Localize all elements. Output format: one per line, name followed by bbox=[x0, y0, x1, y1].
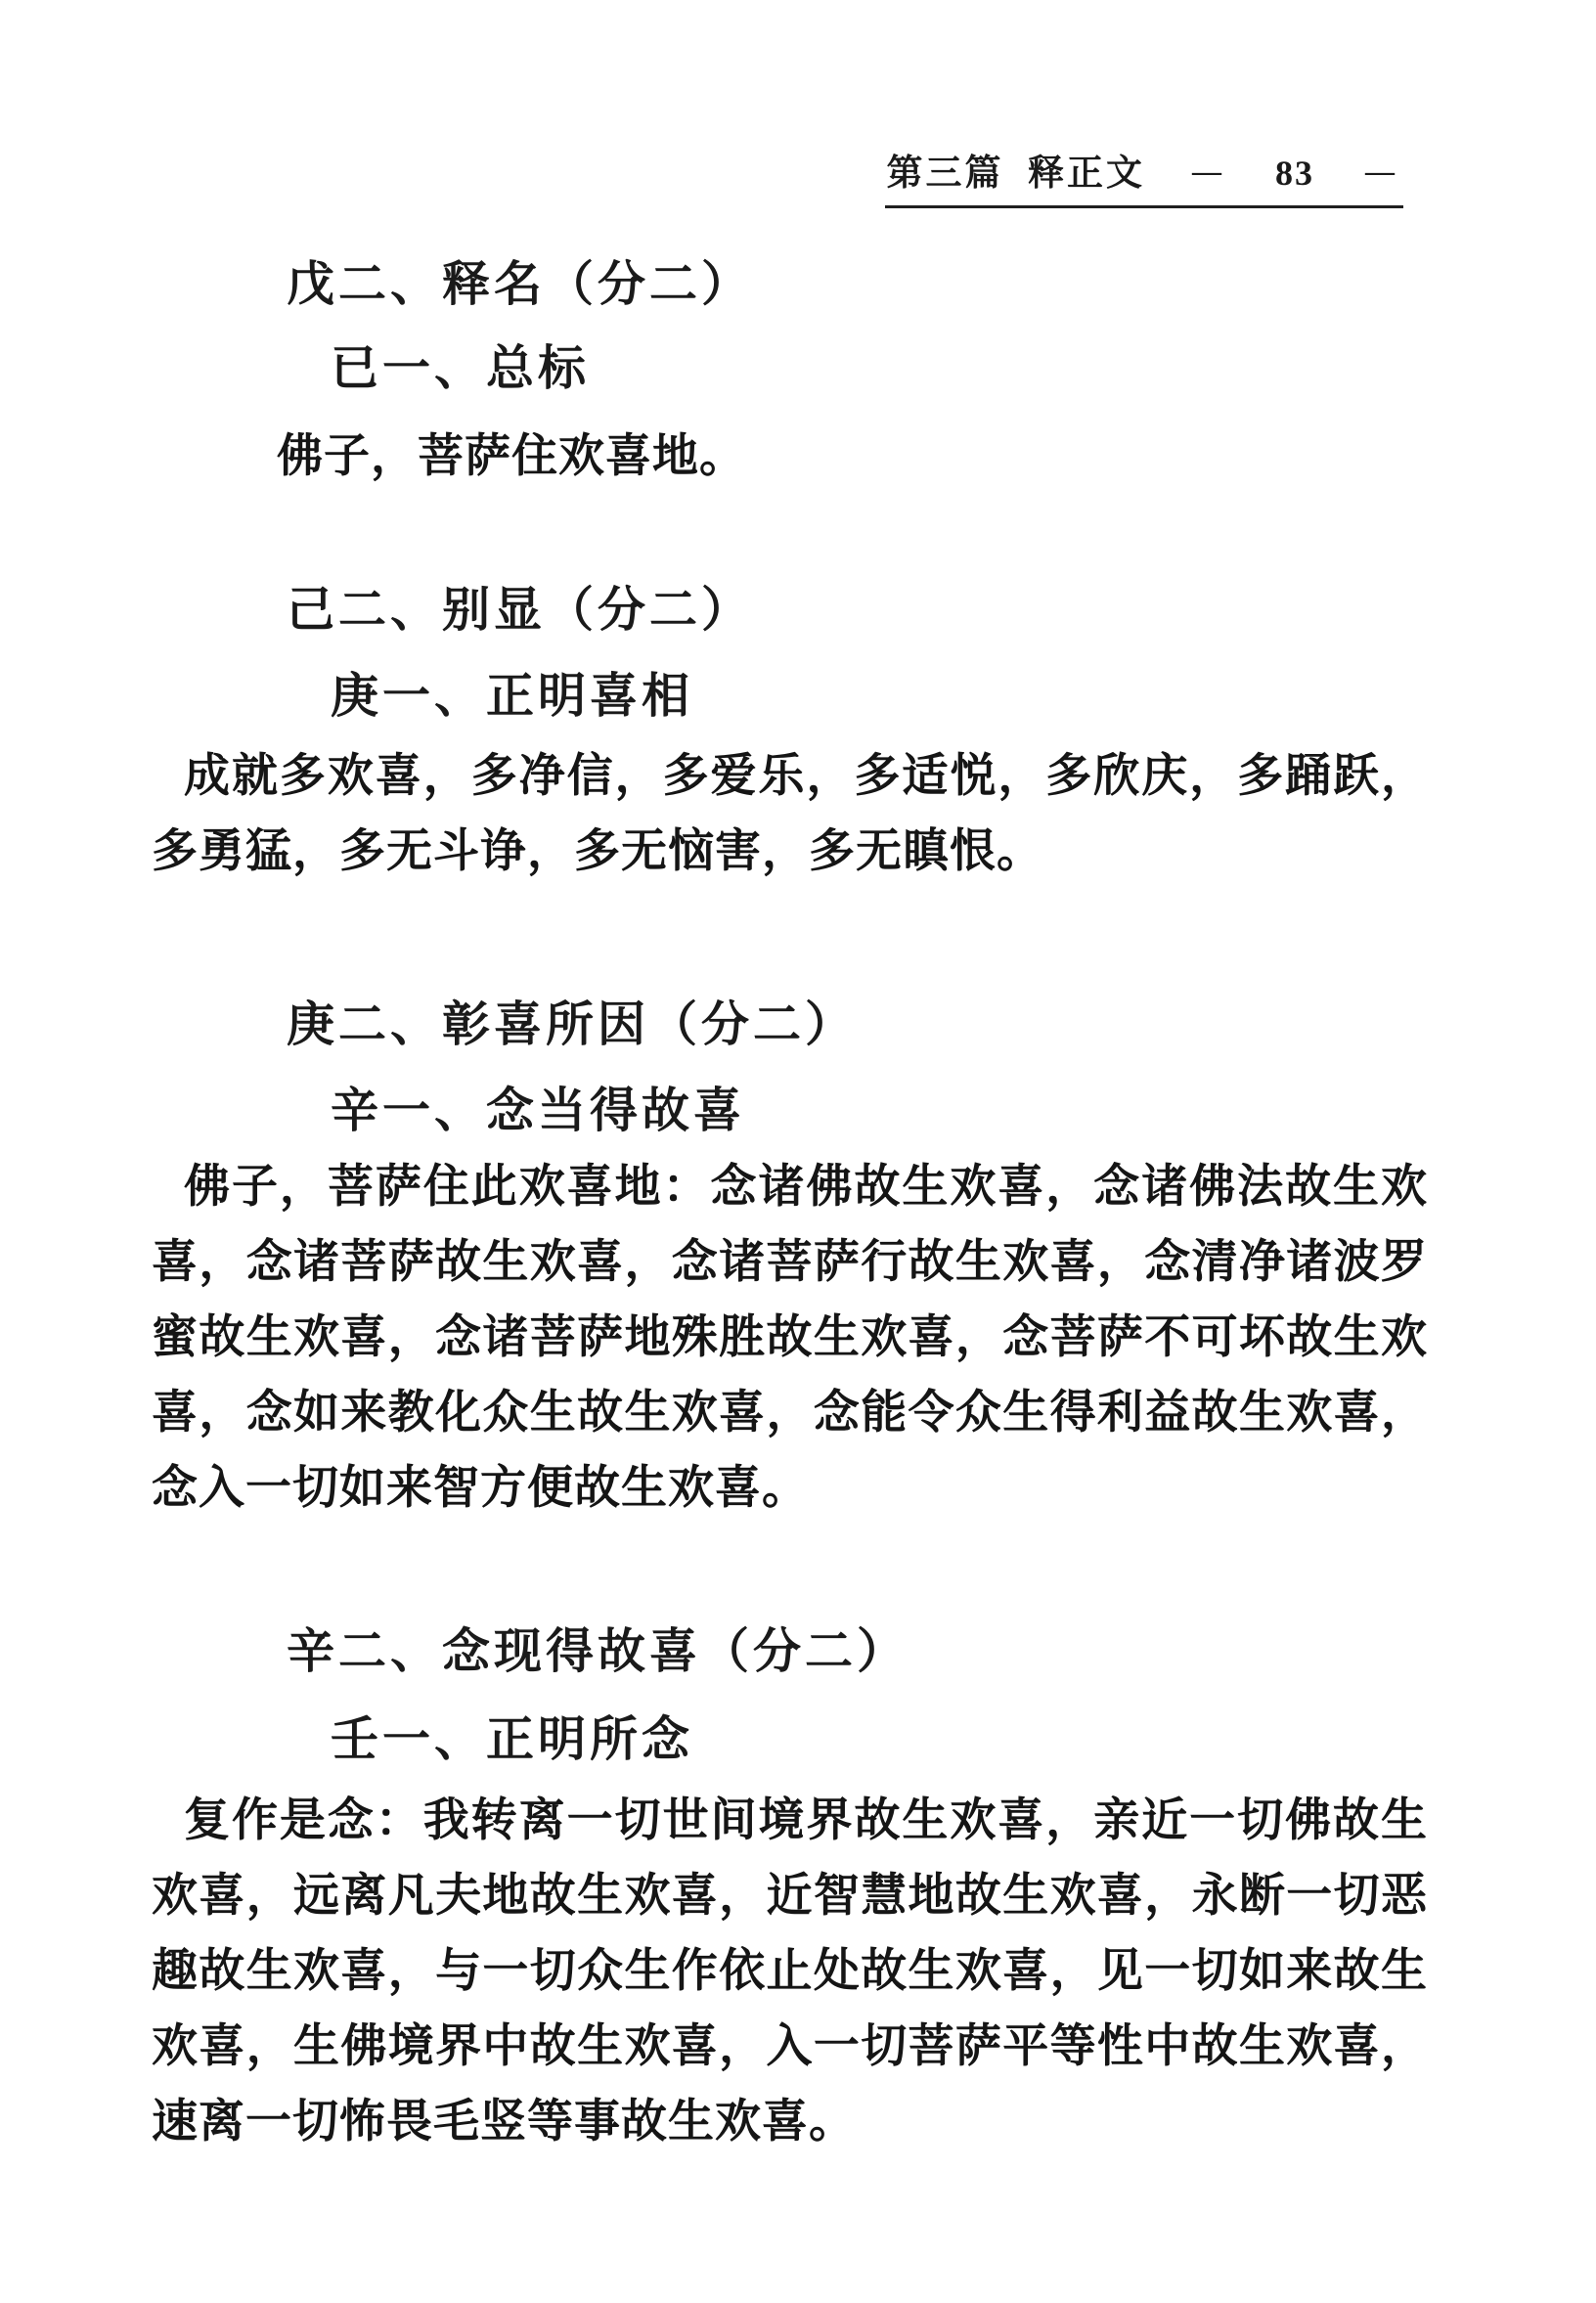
outline-heading-suo-yin: 庚二、彰喜所因（分二） bbox=[287, 997, 858, 1051]
sutra-paragraph-suo-nian: 复作是念：我转离一切世间境界故生欢喜，亲近一切佛故生欢喜，远离凡夫地故生欢喜，近智慧地故生欢喜，永断一切恶趣故生欢喜，与一切众生作依止处故生欢喜，见一切如来故生欢喜，生佛境界中故生欢喜，入一切菩萨平等性中故生欢喜，速离一切怖畏毛竖等事故生欢喜。 bbox=[152, 1794, 1428, 2148]
outline-heading-zong-biao: 已一、总标 bbox=[331, 341, 591, 395]
sutra-quote-zong-biao: 佛子，菩萨住欢喜地。 bbox=[277, 429, 746, 483]
sutra-paragraph-xi-xiang: 成就多欢喜，多净信，多爱乐，多适悦，多欣庆，多踊跃，多勇猛，多无斗诤，多无恼害，多无瞋恨。 bbox=[152, 749, 1428, 878]
chapter-title: 第三篇 释正文 bbox=[886, 154, 1145, 194]
page-number-dash-right: — bbox=[1365, 155, 1397, 188]
outline-heading-nian-xian: 辛二、念现得故喜（分二） bbox=[287, 1624, 909, 1678]
outline-heading-nian-dang: 辛一、念当得故喜 bbox=[331, 1084, 746, 1137]
outline-heading-suo-nian: 壬一、正明所念 bbox=[331, 1712, 694, 1766]
page-number: 83 bbox=[1275, 154, 1314, 193]
sutra-paragraph-nian-dang: 佛子，菩萨住此欢喜地：念诸佛故生欢喜，念诸佛法故生欢喜，念诸菩萨故生欢喜，念诸菩萨行故生欢喜，念清净诸波罗蜜故生欢喜，念诸菩萨地殊胜故生欢喜，念菩萨不可坏故生欢喜，念如来教化众生故生欢喜，念能令众生得利益故生欢喜，念入一切如来智方便故生欢喜。 bbox=[152, 1160, 1428, 1515]
outline-heading-bie-xian: 己二、别显（分二） bbox=[287, 583, 754, 637]
text-column bbox=[152, 0, 1428, 2159]
outline-heading-xi-xiang: 庚一、正明喜相 bbox=[331, 669, 694, 723]
outline-heading-shi-ming: 戊二、释名（分二） bbox=[287, 257, 754, 311]
page-number-dash-left: — bbox=[1192, 155, 1224, 188]
